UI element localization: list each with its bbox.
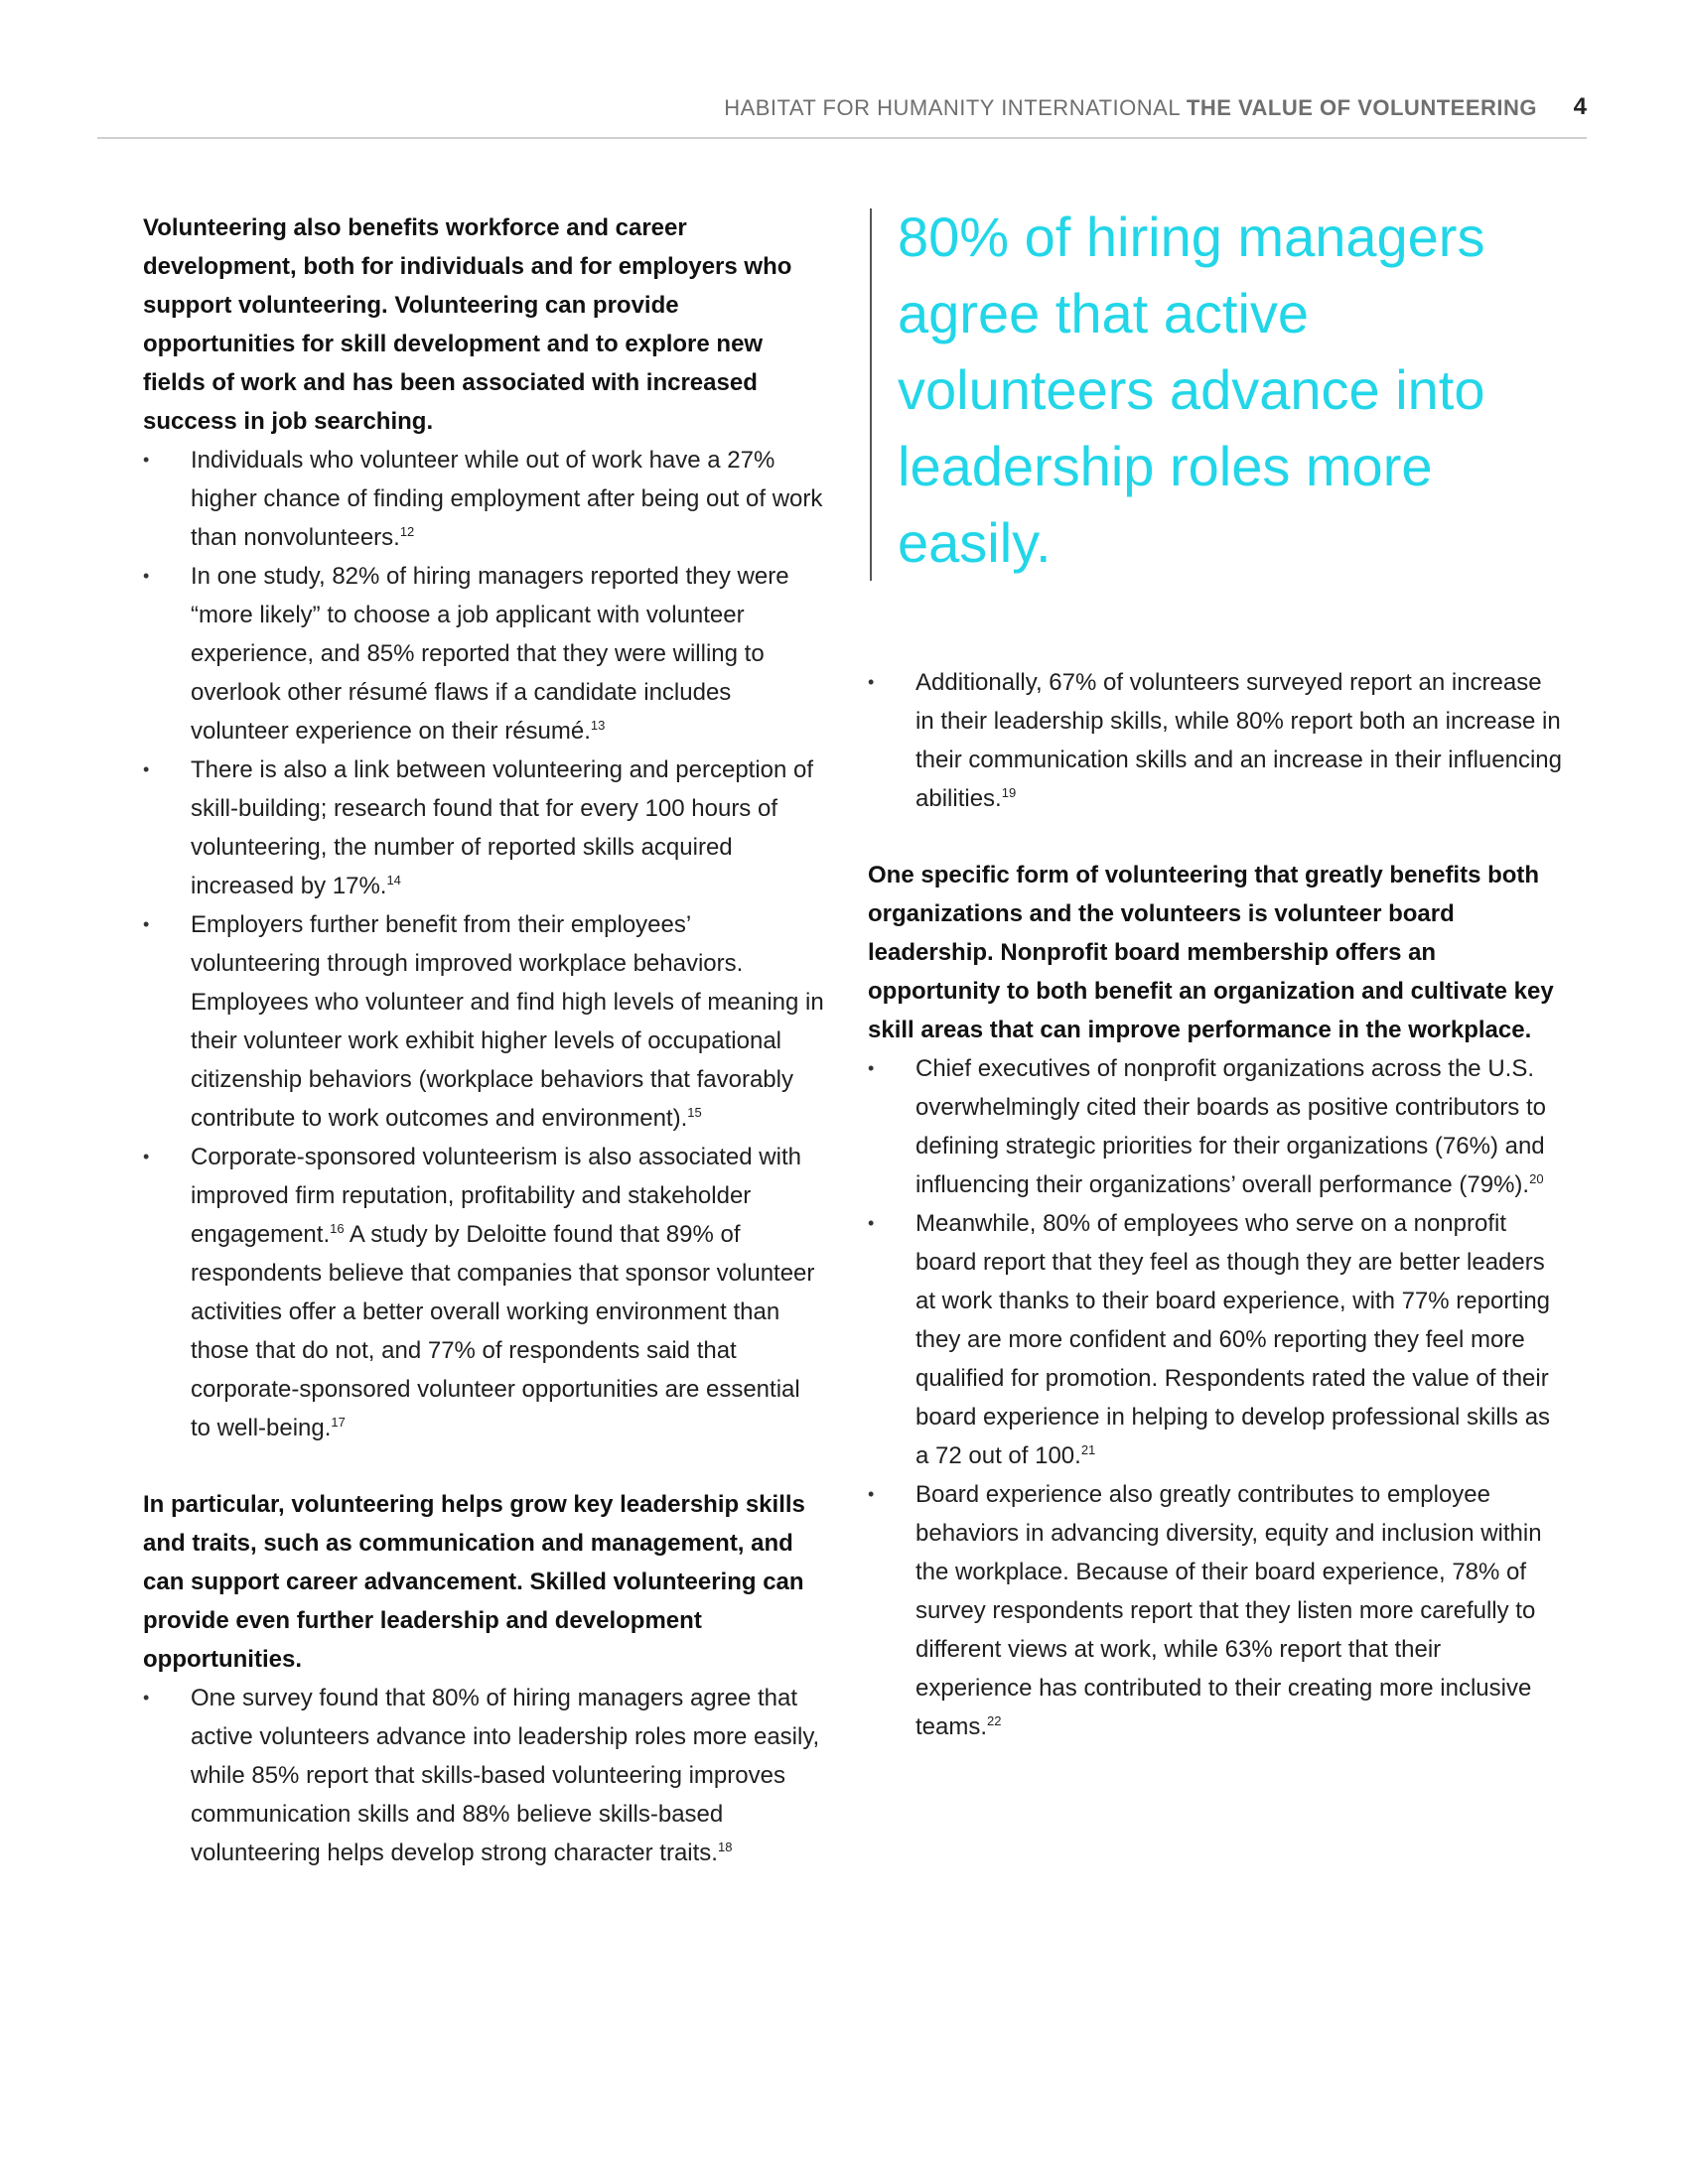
page-number: 4 (1573, 93, 1587, 120)
footnote-ref: 12 (399, 524, 415, 539)
bullet-text: Meanwhile, 80% of employees who serve on a nonprofit board report that they feel as though they are better leaders at work thanks to their board experience, with 77% reporting they are more confident and 60% reporting they feel more qualified for promotion. Respondents rated the value of their board experience in helping to develop professional skills as a 72 out of 100. (915, 1210, 1551, 1469)
running-header (724, 95, 1537, 121)
bullet-item (868, 1475, 1563, 1746)
footnote-ref: 20 (1529, 1171, 1544, 1186)
bullet-text: Employers further benefit from their employees’ volunteering through improved workplace behaviors. Employees who volunteer and find high levels of meaning in their volunteer work exhibit higher levels of occupational citizenship behaviors (workplace behaviors that favorably contribute to work outcomes and environment). (191, 911, 824, 1132)
header-title: THE VALUE OF VOLUNTEERING (1186, 95, 1537, 120)
footnote-ref: 14 (386, 873, 401, 887)
header-org: HABITAT FOR HUMANITY INTERNATIONAL (724, 95, 1181, 120)
bullet-item (143, 441, 826, 557)
lead-paragraph-leadership: In particular, volunteering helps grow key leadership skills and traits, such as communication and management, and can support career advancement. Skilled volunteering can provide even further leadership and development opportunities. (143, 1491, 805, 1673)
bullet-list-leadership (143, 1679, 826, 1872)
pull-quote-text: 80% of hiring managers agree that active volunteers advance into leadership roles more easily. (898, 205, 1485, 574)
bullet-item (143, 905, 826, 1138)
footnote-ref: 15 (687, 1105, 702, 1120)
bullet-text: Corporate-sponsored volunteerism is also associated with improved firm reputation, profitability and stakeholder engagement. (191, 1144, 801, 1248)
lead-paragraph-board: One specific form of volunteering that greatly benefits both organizations and the volunteers is volunteer board leadership. Nonprofit board membership offers an opportunity to both benefit an organization and cultivate key skill areas that can improve performance in the workplace. (868, 862, 1554, 1043)
pull-quote (870, 205, 1567, 581)
footnote-ref: 22 (987, 1713, 1002, 1728)
bullet-text: A study by Deloitte found that 89% of respondents believe that companies that sponsor volunteer activities offer a better overall working environment than those that do not, and 77% of respondents said that corporate-sponsored volunteer opportunities are essential to well-being. (191, 1221, 815, 1441)
bullet-item (143, 1138, 826, 1447)
bullet-list-skills (868, 663, 1563, 818)
bullet-item (868, 1204, 1563, 1475)
bullet-item (143, 557, 826, 751)
bullet-item (868, 1049, 1563, 1204)
footnote-ref: 17 (331, 1415, 346, 1430)
bullet-item (868, 663, 1563, 818)
bullet-text: Chief executives of nonprofit organizations across the U.S. overwhelmingly cited their boards as positive contributors to defining strategic priorities for their organizations (76%) and influencing their organizations’ overall performance (79%). (915, 1055, 1546, 1198)
page-header (97, 87, 1587, 139)
bullet-text: Board experience also greatly contributes to employee behaviors in advancing diversity, equity and inclusion within the workplace. Because of their board experience, 78% of survey respondents report that they listen more carefully to different views at work, while 63% report that their experience has contributed to their creating more inclusive teams. (915, 1481, 1542, 1740)
bullet-text: Individuals who volunteer while out of work have a 27% higher chance of finding employment after being out of work than nonvolunteers. (191, 447, 823, 551)
bullet-text: In one study, 82% of hiring managers reported they were “more likely” to choose a job applicant with volunteer experience, and 85% reported that they were willing to overlook other résumé flaws if a candidate includes volunteer experience on their résumé. (191, 563, 789, 745)
bullet-item (143, 751, 826, 905)
bullet-text: Additionally, 67% of volunteers surveyed report an increase in their leadership skills, while 80% report both an increase in their communication skills and an increase in their influencing abilities. (915, 669, 1562, 812)
bullet-text: One survey found that 80% of hiring managers agree that active volunteers advance into leadership roles more easily, while 85% report that skills-based volunteering improves communication skills and 88% believe skills-based volunteering helps develop strong character traits. (191, 1685, 820, 1866)
footnote-ref: 19 (1001, 785, 1017, 800)
footnote-ref: 18 (717, 1840, 733, 1854)
bullet-item (143, 1679, 826, 1872)
footnote-ref: 16 (330, 1221, 345, 1236)
lead-paragraph-workforce: Volunteering also benefits workforce and career development, both for individuals and for employers who support volunteering. Volunteering can provide opportunities for skill development and to explore new fields of work and has been associated with increased success in job searching. (143, 214, 792, 435)
footnote-ref: 21 (1080, 1442, 1096, 1457)
bullet-text: There is also a link between volunteering and perception of skill-building; research found that for every 100 hours of volunteering, the number of reported skills acquired increased by 17%. (191, 756, 814, 899)
footnote-ref: 13 (590, 718, 606, 733)
bullet-list-board (868, 1049, 1563, 1746)
left-column (143, 208, 826, 1872)
bullet-list-workforce (143, 441, 826, 1447)
right-column (868, 663, 1563, 1746)
